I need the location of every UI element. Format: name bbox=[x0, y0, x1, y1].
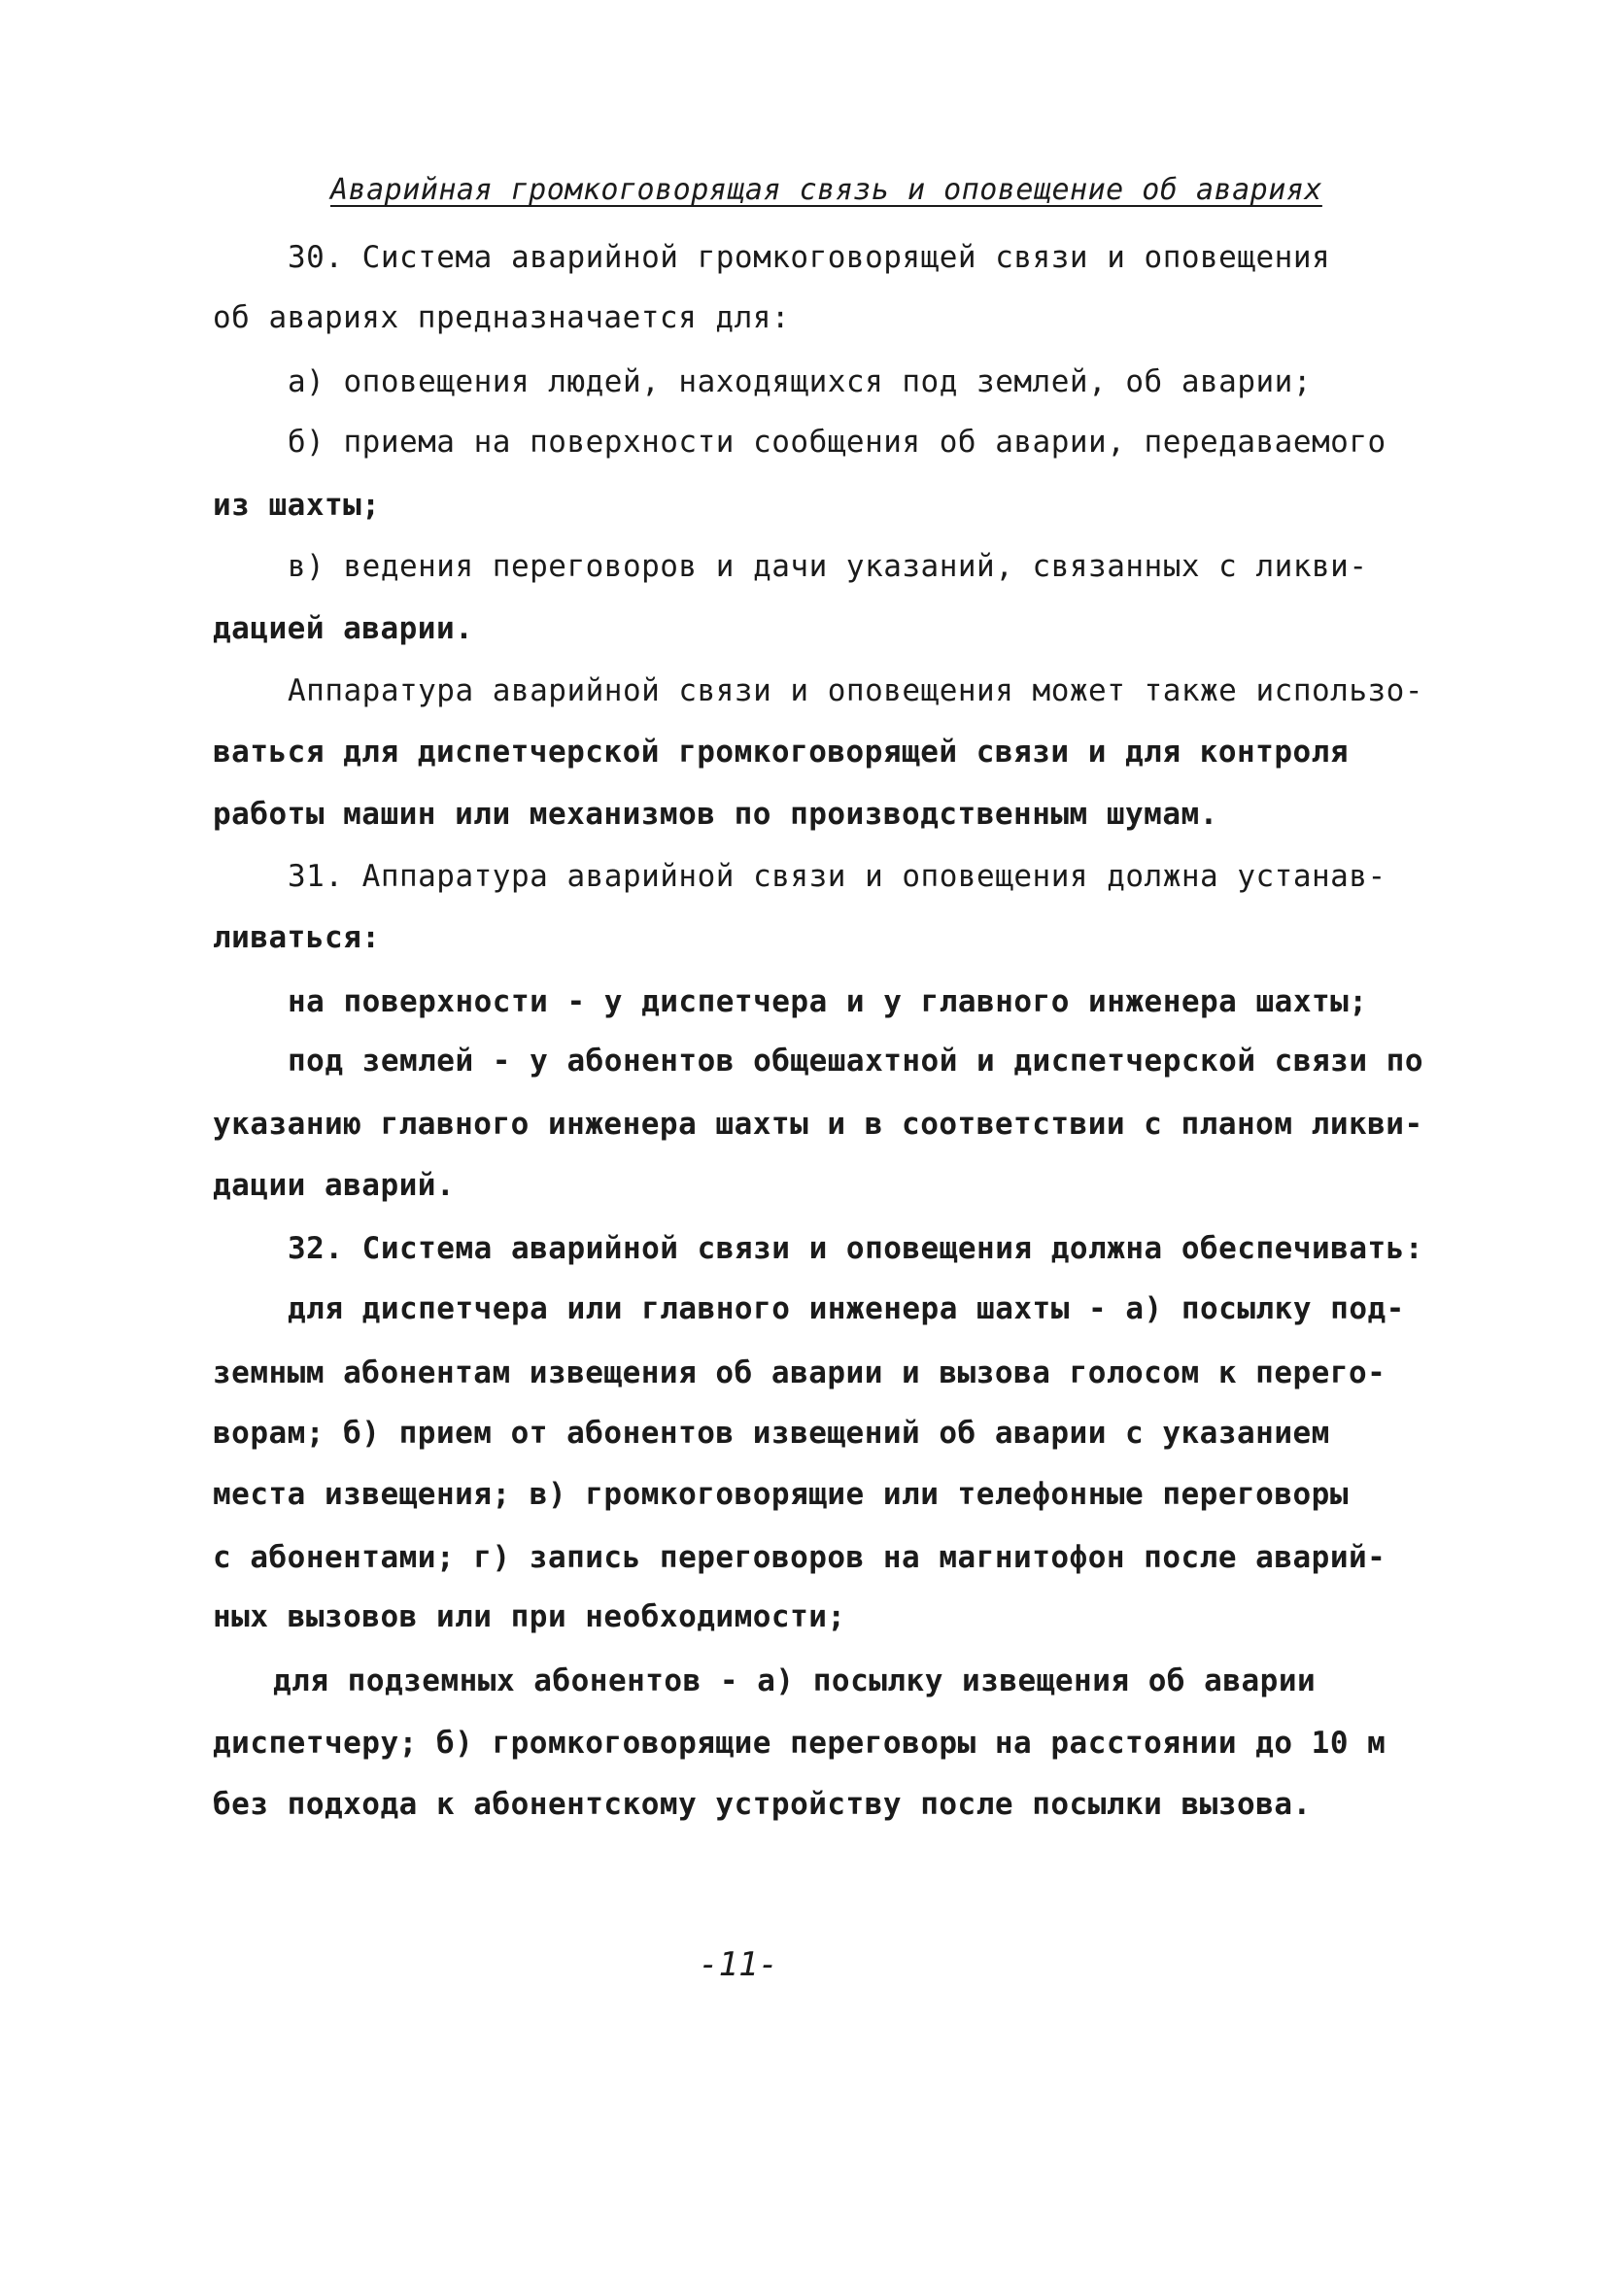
underground-subscribers-line-3: без подхода к абонентскому устройству после посылки вызова. bbox=[213, 1787, 1312, 1822]
paragraph-32-line-1: 32. Система аварийной связи и оповещения должна обеспечивать: bbox=[288, 1231, 1423, 1266]
item-a-line: а) оповещения людей, находящихся под землей, об аварии; bbox=[288, 364, 1312, 399]
dispatcher-duties-line-2: земным абонентам извещения об аварии и вызова голосом к перего- bbox=[213, 1355, 1386, 1390]
equipment-paragraph-line-2: ваться для диспетчерской громкоговорящей связи и для контроля bbox=[213, 735, 1349, 770]
paragraph-31-line-1: 31. Аппаратура аварийной связи и оповещения должна устанав- bbox=[288, 859, 1386, 894]
paragraph-31-line-2: ливаться: bbox=[213, 920, 381, 955]
dispatcher-duties-line-6: ных вызовов или при необходимости; bbox=[213, 1599, 846, 1634]
underground-subscribers-line-1: для подземных абонентов - а) посылку извещения об аварии bbox=[273, 1663, 1317, 1698]
section-heading: Аварийная громкоговорящая связь и оповещение об авариях bbox=[330, 173, 1322, 207]
paragraph-30-line-1: 30. Система аварийной громкоговорящей связи и оповещения bbox=[288, 240, 1331, 275]
item-b-line-2: из шахты; bbox=[213, 488, 381, 523]
item-v-line-2: дацией аварии. bbox=[213, 611, 474, 646]
item-b-line-1: б) приема на поверхности сообщения об аварии, передаваемого bbox=[288, 425, 1386, 460]
underground-subscribers-line-2: диспетчеру; б) громкоговорящие переговоры на расстоянии до 10 м bbox=[213, 1726, 1386, 1761]
underground-location-line-3: дации аварий. bbox=[213, 1168, 456, 1203]
underground-location-line-1: под землей - у абонентов общешахтной и диспетчерской связи по bbox=[288, 1044, 1423, 1079]
dispatcher-duties-line-5: с абонентами; г) запись переговоров на магнитофон после аварий- bbox=[213, 1540, 1386, 1575]
equipment-paragraph-line-3: работы машин или механизмов по производственным шумам. bbox=[213, 797, 1218, 832]
surface-location-line: на поверхности - у диспетчера и у главного инженера шахты; bbox=[288, 984, 1368, 1019]
equipment-paragraph-line-1: Аппаратура аварийной связи и оповещения может также использо- bbox=[288, 673, 1423, 708]
paragraph-30-line-2: об авариях предназначается для: bbox=[213, 300, 791, 335]
item-v-line-1: в) ведения переговоров и дачи указаний, связанных с ликви- bbox=[288, 549, 1368, 584]
dispatcher-duties-line-1: для диспетчера или главного инженера шахты - а) посылку под- bbox=[288, 1291, 1405, 1326]
dispatcher-duties-line-3: ворам; б) прием от абонентов извещений об аварии с указанием bbox=[213, 1416, 1330, 1451]
page-number: -11- bbox=[699, 1945, 778, 1984]
underground-location-line-2: указанию главного инженера шахты и в соответствии с планом ликви- bbox=[213, 1107, 1423, 1142]
dispatcher-duties-line-4: места извещения; в) громкоговорящие или телефонные переговоры bbox=[213, 1477, 1349, 1512]
